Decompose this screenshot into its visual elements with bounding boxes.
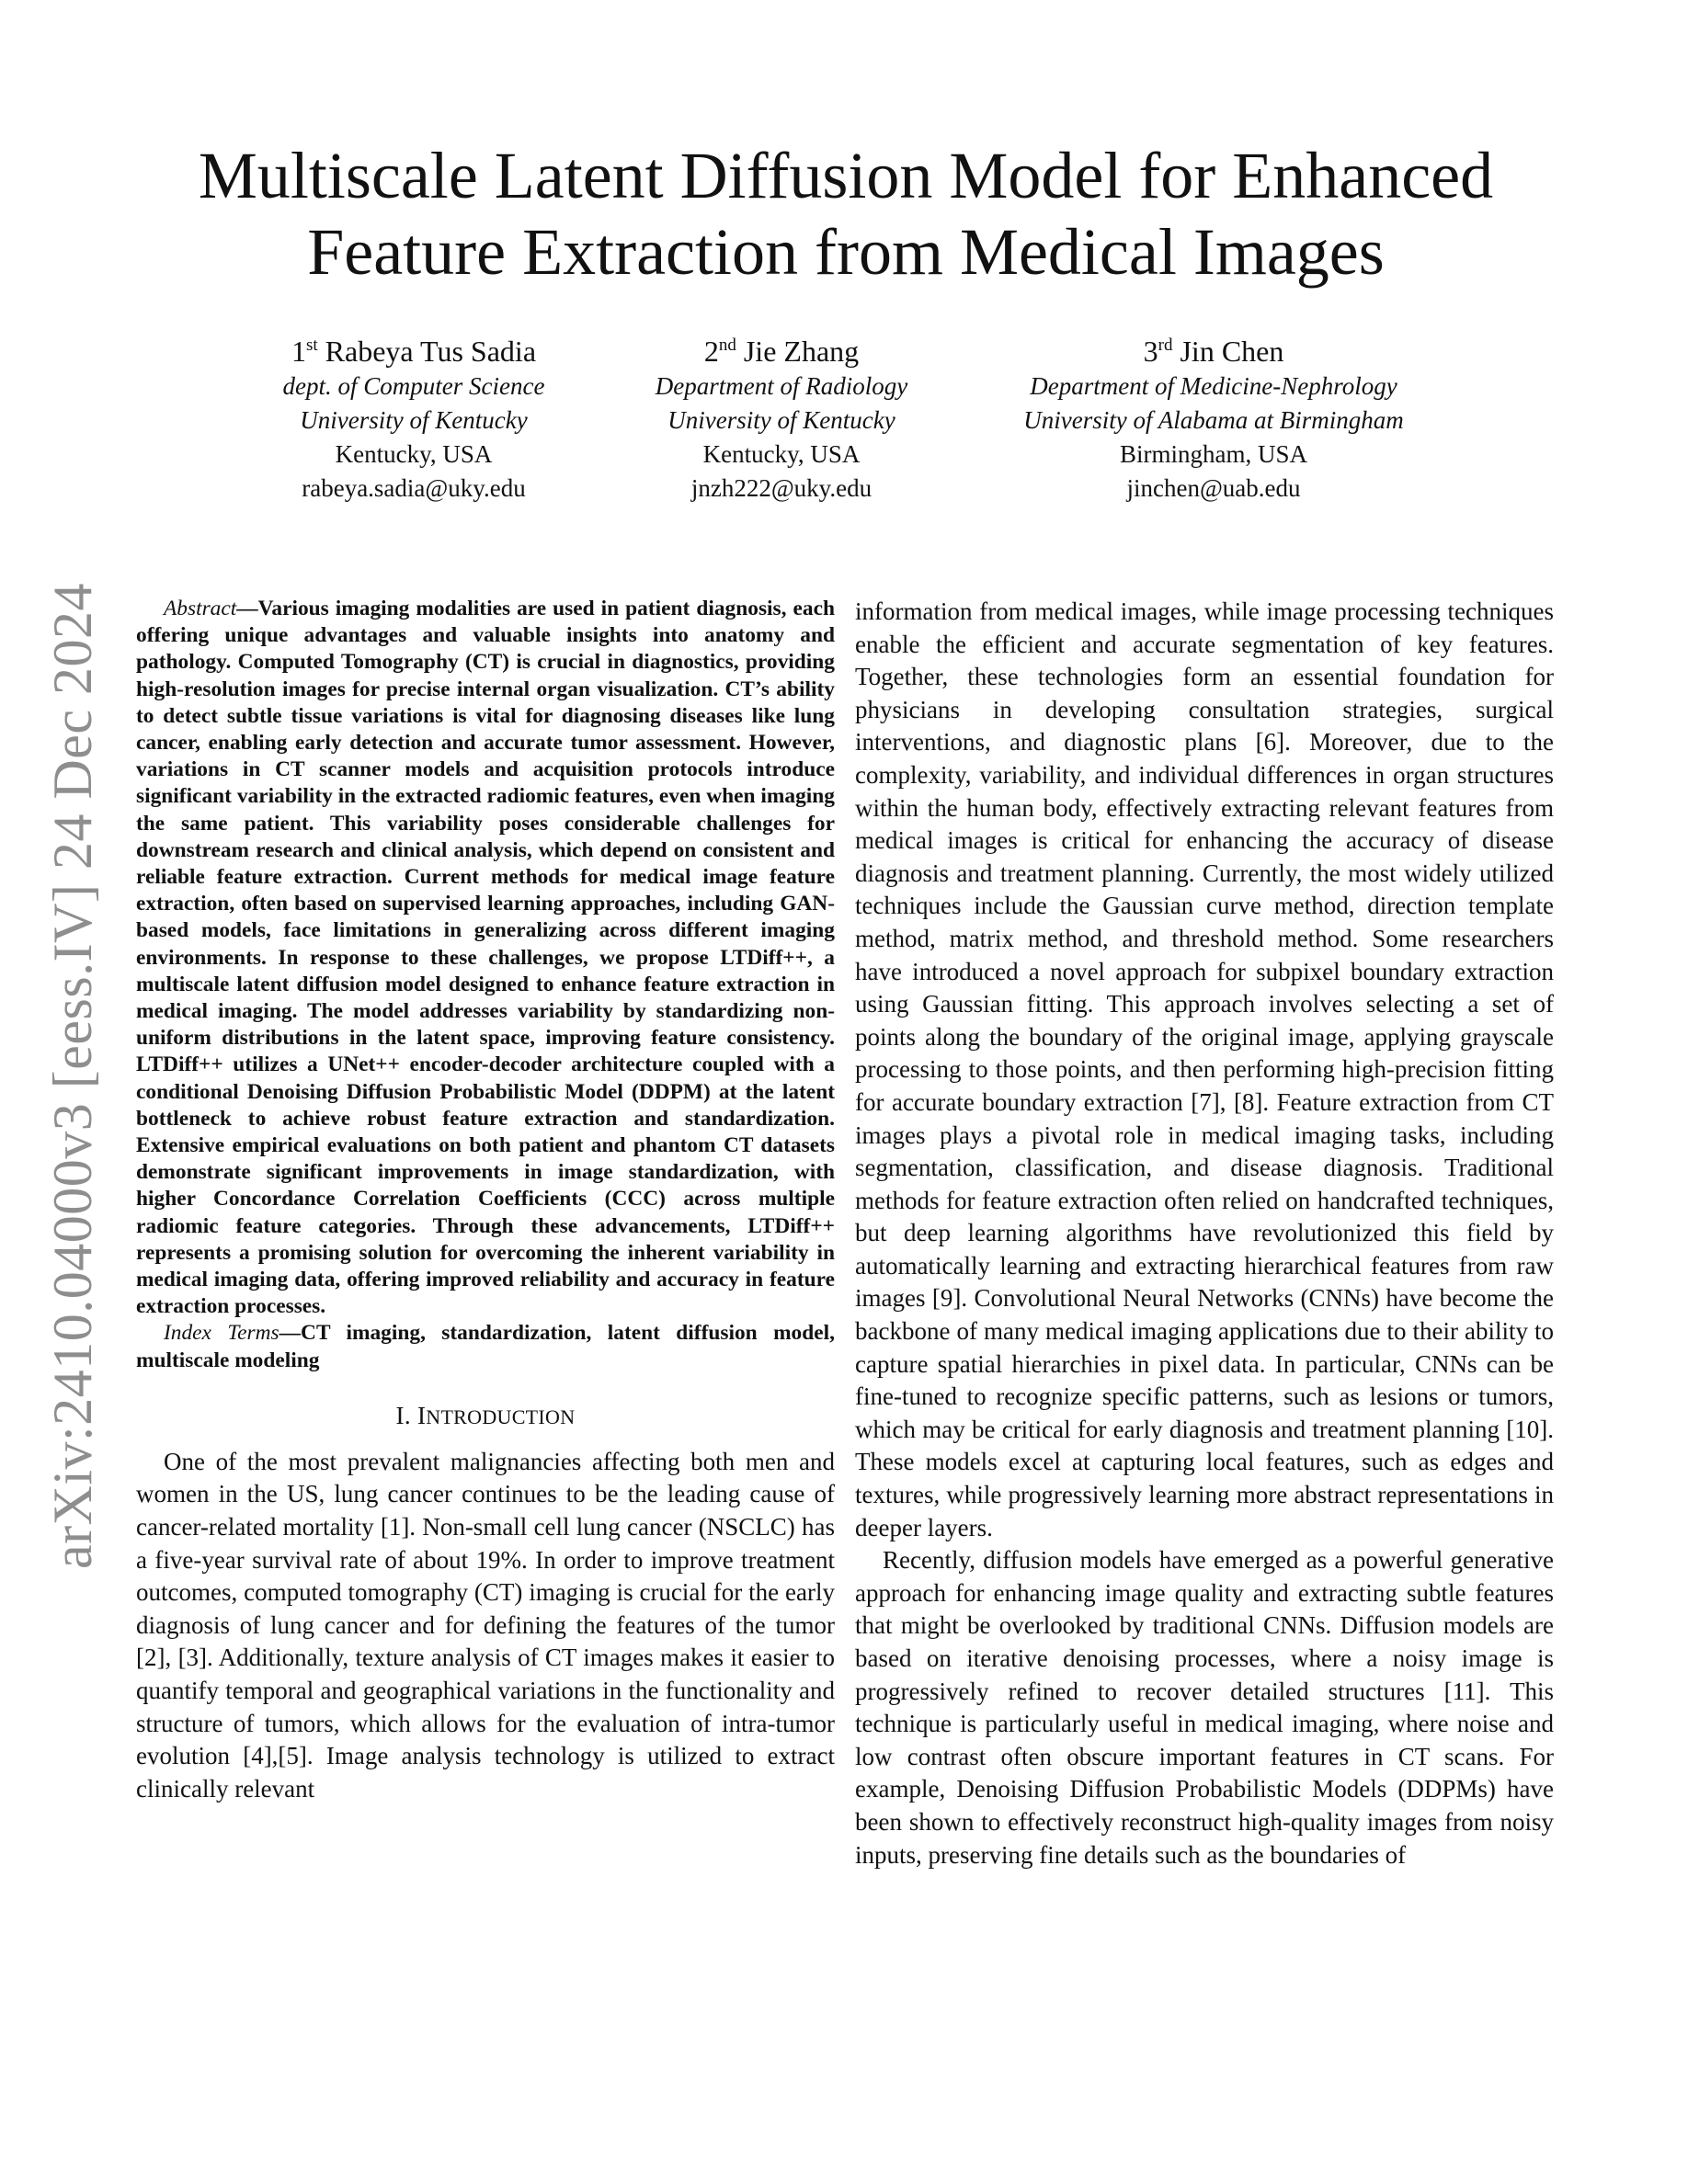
index-terms <box>136 1320 835 1373</box>
paper-title <box>129 138 1563 290</box>
author-1-ordinal: 1 <box>291 335 306 368</box>
author-2-name: Jie Zhang <box>743 335 860 368</box>
section-title-smallcaps: NTRODUCTION <box>426 1405 576 1428</box>
author-1-department: dept. of Computer Science <box>282 372 545 400</box>
left-column <box>136 596 835 1805</box>
right-column <box>855 596 1554 1871</box>
arxiv-identifier-stamp <box>42 570 104 1581</box>
author-2-ordinal: 2 <box>703 335 719 368</box>
author-3-department: Department of Medicine-Nephrology <box>1030 372 1397 400</box>
intro-paragraph-1: One of the most prevalent malignancies affecting both men and women in the US, lung cancer continues to be the leading cause of cancer-related mortality [1]. Non-small cell lung cancer (NSCLC) has a five-year survival rate of about 19%. In order to improve treatment outcomes, computed tomography (CT) imaging is crucial for the early diagnosis of lung cancer and for defining the features of the tumor [2], [3]. Additionally, texture analysis of CT images makes it easier to quantify temporal and geographical variations in the functionality and structure of tumors, which allows for the evaluation of intra-tumor evolution [4],[5]. Image analysis technology is utilized to extract clinically relevant <box>136 1447 835 1803</box>
right-paragraph-2: Recently, diffusion models have emerged as a powerful generative approach for enhancing image quality and extracting subtle features that might be overlooked by traditional CNNs. Diffusion models are based on iterative denoising processes, where a noisy image is progressively refined to recover detailed structures [11]. This technique is particularly useful in medical imaging, where noise and low contrast often obscure important features in CT scans. For example, Denoising Diffusion Probabilistic Models (DDPMs) have been shown to effectively reconstruct high-quality images from noisy inputs, preserving fine details such as the boundaries of <box>855 1546 1554 1869</box>
author-3-email: jinchen@uab.edu <box>1126 474 1301 502</box>
author-3-location: Birmingham, USA <box>1119 440 1307 468</box>
right-paragraph-1: information from medical images, while image processing techniques enable the efficient and accurate segmentation of key features. Together, these technologies form an essential foundation for physicians in developing consultation strategies, surgical interventions, and diagnostic plans [6]. Moreover, due to the complexity, variability, and individual differences in organ structures within the human body, effectively extracting relevant features from medical images is critical for enhancing the accuracy of disease diagnosis and treatment planning. Currently, the most widely utilized techniques include the Gaussian curve method, direction template method, matrix method, and threshold method. Some researchers have introduced a novel approach for subpixel boundary extraction using Gaussian fitting. This approach involves selecting a set of points along the boundary of the original image, applying grayscale processing to those points, and then performing high-precision fitting for accurate boundary extraction [7], [8]. Feature extraction from CT images plays a pivotal role in medical imaging tasks, including segmentation, classification, and disease diagnosis. Traditional methods for feature extraction often relied on handcrafted techniques, but deep learning algorithms have revolutionized this field by automatically learning and extracting hierarchical features from raw images [9]. Convolutional Neural Networks (CNNs) have become the backbone of many medical imaging applications due to their ability to capture spatial hierarchies in pixel data. In particular, CNNs can be fine-tuned to recognize specific patterns, such as lesions or tumors, which may be critical for early diagnosis and treatment planning [10]. These models excel at capturing local features, such as edges and textures, while progressively learning more abstract representations in deeper layers. <box>855 597 1554 1541</box>
index-terms-text: —CT imaging, standardization, latent diffusion model, multiscale modeling <box>136 1321 835 1372</box>
paper-title-line-1: Multiscale Latent Diffusion Model for Enhanced <box>198 139 1494 212</box>
author-1-name: Rabeya Tus Sadia <box>325 335 537 368</box>
author-1-email: rabeya.sadia@uky.edu <box>302 474 526 502</box>
paper-title-line-2: Feature Extraction from Medical Images <box>307 215 1385 289</box>
author-3-ordinal-suffix: rd <box>1158 336 1173 355</box>
author-3-university: University of Alabama at Birmingham <box>1023 406 1404 434</box>
author-3-name-line <box>975 327 1453 370</box>
abstract <box>136 596 835 1320</box>
arxiv-identifier-text: arXiv:2410.04000v3 [eess.IV] 24 Dec 2024 <box>42 582 104 1569</box>
author-3-ordinal: 3 <box>1143 335 1158 368</box>
section-number: I. <box>395 1401 417 1429</box>
abstract-text: —Various imaging modalities are used in patient diagnosis, each offering unique advantages and valuable insights into anatomy and pathology. Computed Tomography (CT) is crucial in diagnostics, providing high-resolution images for precise internal organ visualization. CT’s ability to detect subtle tissue variations is vital for diagnosing diseases like lung cancer, enabling early detection and accurate tumor assessment. However, variations in CT scanner models and acquisition protocols introduce significant variability in the extracted radiomic features, even when imaging the same patient. This variability poses considerable challenges for downstream research and clinical analysis, which depend on consistent and reliable feature extraction. Current methods for medical image feature extraction, often based on supervised learning approaches, including GAN-based models, face limitations in generalizing across different imaging environments. In response to these challenges, we propose LTDiff++, a multiscale latent diffusion model designed to enhance feature extraction in medical imaging. The model addresses variability by standardizing non-uniform distributions in the latent space, improving feature consistency. LTDiff++ utilizes a UNet++ encoder-decoder architecture coupled with a conditional Denoising Diffusion Probabilistic Model (DDPM) at the latent bottleneck to achieve robust feature extraction and standardization. Extensive empirical evaluations on both patient and phantom CT datasets demonstrate significant improvements in image standardization, with higher Concordance Correlation Coefficients (CCC) across multiple radiomic feature categories. Through these advancements, LTDiff++ represents a promising solution for overcoming the inherent variability in medical imaging data, offering improved reliability and accuracy in feature extraction processes. <box>136 597 835 1319</box>
author-3-name: Jin Chen <box>1180 335 1284 368</box>
index-terms-label: Index Terms <box>164 1321 279 1346</box>
author-1-ordinal-suffix: st <box>305 336 318 355</box>
abstract-label: Abstract <box>164 597 237 620</box>
author-1-university: University of Kentucky <box>300 406 528 434</box>
author-2-university: University of Kentucky <box>667 406 895 434</box>
author-2 <box>579 327 984 506</box>
section-heading-introduction <box>136 1400 835 1433</box>
author-1 <box>211 327 616 506</box>
author-2-department: Department of Radiology <box>655 372 908 400</box>
author-block <box>0 327 1688 511</box>
author-1-location: Kentucky, USA <box>335 440 493 468</box>
author-3 <box>975 327 1453 506</box>
section-title-initial: I <box>416 1401 427 1429</box>
author-1-name-line <box>211 327 616 370</box>
author-2-ordinal-suffix: nd <box>718 336 736 355</box>
author-2-email: jnzh222@uky.edu <box>690 474 873 502</box>
author-2-location: Kentucky, USA <box>702 440 861 468</box>
author-2-name-line <box>579 327 984 370</box>
